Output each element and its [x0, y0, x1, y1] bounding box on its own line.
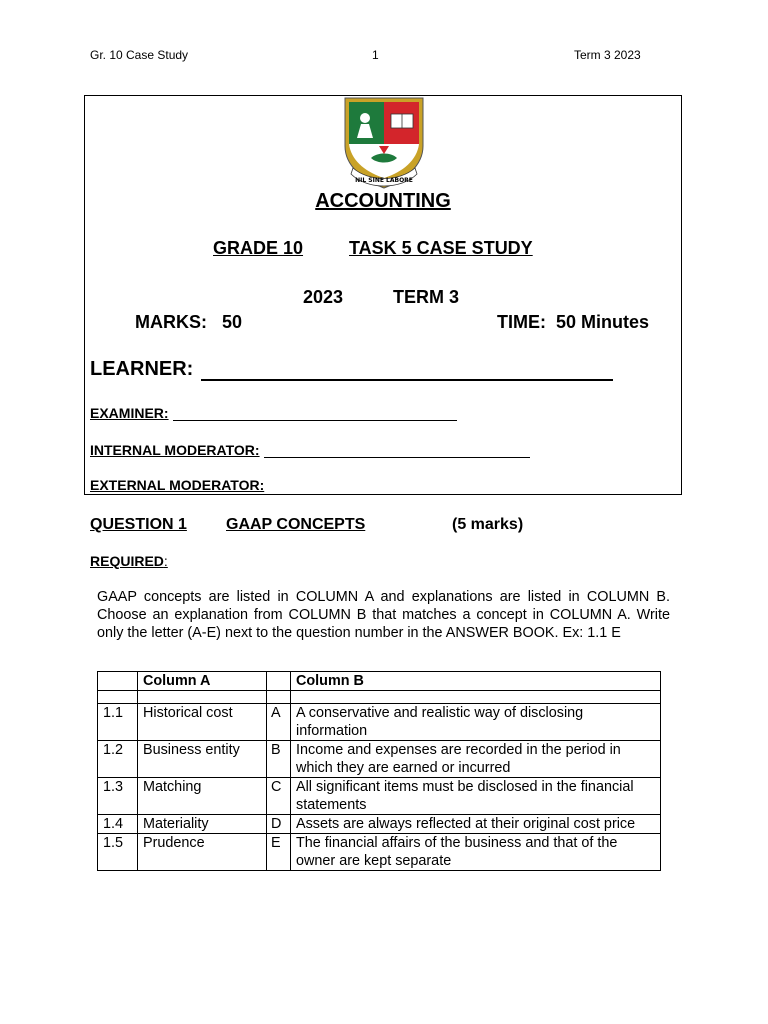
header-left: Gr. 10 Case Study	[90, 48, 189, 62]
row-number: 1.2	[98, 741, 138, 778]
row-explanation: All significant items must be disclosed in the financial statements	[291, 778, 661, 815]
row-explanation: The financial affairs of the business and that of the owner are kept separate	[291, 834, 661, 871]
time-label: TIME: 50 Minutes	[497, 312, 650, 332]
column-b-header: Column B	[291, 672, 661, 691]
row-letter: B	[267, 741, 291, 778]
row-concept: Matching	[138, 778, 267, 815]
task-label: TASK 5 CASE STUDY	[349, 238, 533, 258]
row-number: 1.4	[98, 815, 138, 834]
row-number: 1.3	[98, 778, 138, 815]
row-letter: A	[267, 704, 291, 741]
table-row	[98, 778, 661, 815]
question-number: QUESTION 1	[90, 516, 187, 533]
external-moderator-label: EXTERNAL MODERATOR:	[90, 477, 265, 493]
row-number: 1.5	[98, 834, 138, 871]
row-letter: C	[267, 778, 291, 815]
internal-moderator-field	[90, 442, 530, 458]
table-row	[98, 741, 661, 778]
cover-box	[84, 95, 682, 495]
row-concept: Business entity	[138, 741, 267, 778]
external-moderator-field	[90, 477, 264, 493]
examiner-label: EXAMINER:	[90, 405, 169, 421]
header-right: Term 3 2023	[574, 48, 641, 62]
crest-motto: NIL SINE LABORE	[355, 177, 413, 184]
internal-moderator-label: INTERNAL MODERATOR:	[90, 442, 260, 458]
header-num-cell	[98, 672, 138, 691]
question-marks: (5 marks)	[452, 516, 524, 533]
year-label: 2023	[303, 287, 344, 307]
marks-label: MARKS: 50	[135, 312, 243, 332]
learner-field	[90, 358, 613, 381]
subject-title: ACCOUNTING	[315, 190, 451, 212]
table-row	[98, 815, 661, 834]
row-explanation: Income and expenses are recorded in the period in which they are earned or incurred	[291, 741, 661, 778]
internal-moderator-line	[264, 443, 530, 458]
question-title: GAAP CONCEPTS	[226, 516, 366, 533]
grade-label: GRADE 10	[213, 238, 304, 258]
examiner-field	[90, 405, 457, 421]
required-heading: REQUIRED:	[90, 553, 168, 569]
examiner-line	[173, 406, 457, 421]
required-label: REQUIRED	[90, 553, 164, 569]
table-spacer-row	[98, 691, 661, 704]
learner-line	[201, 359, 613, 381]
row-concept: Materiality	[138, 815, 267, 834]
gaap-table	[97, 671, 661, 871]
header-letter-cell	[267, 672, 291, 691]
table-row	[98, 704, 661, 741]
row-explanation: A conservative and realistic way of disclosing information	[291, 704, 661, 741]
page-number: 1	[372, 48, 379, 62]
question-instructions: GAAP concepts are listed in COLUMN A and explanations are listed in COLUMN B. Choose an explanation from COLUMN B that matches a concept in COLUMN A. Write only the letter (A-E) next to the question number in the ANSWER BOOK. Ex: 1.1 E	[97, 589, 670, 641]
row-explanation: Assets are always reflected at their original cost price	[291, 815, 661, 834]
row-concept: Historical cost	[138, 704, 267, 741]
column-a-header: Column A	[138, 672, 267, 691]
table-header-row	[98, 672, 661, 691]
school-crest-icon	[343, 96, 425, 192]
term-label: TERM 3	[393, 287, 460, 307]
learner-label: LEARNER:	[90, 358, 194, 380]
row-number: 1.1	[98, 704, 138, 741]
row-concept: Prudence	[138, 834, 267, 871]
table-row	[98, 834, 661, 871]
row-letter: E	[267, 834, 291, 871]
row-letter: D	[267, 815, 291, 834]
